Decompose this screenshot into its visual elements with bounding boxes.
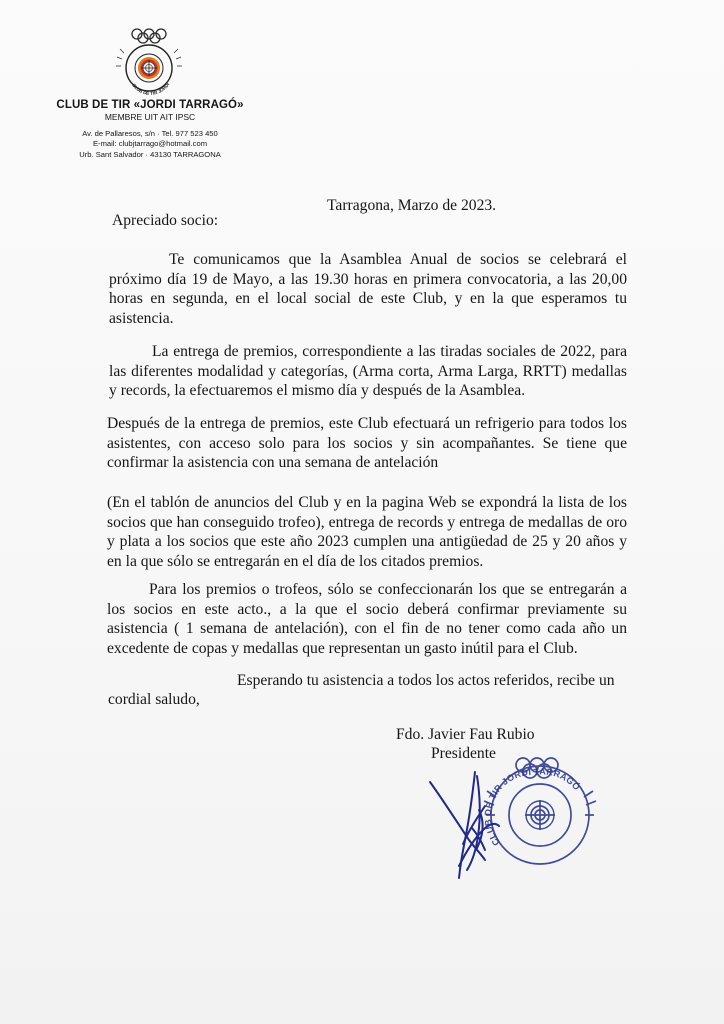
paragraph-notice-board: (En el tablón de anuncios del Club y en la pagina Web se expondrá la lista de los socios que han conseguido trofeo), entrega de records y entrega de medallas de oro y plata a los socios que este año 2023 cumplen una antigüedad de 25 y 20 años y en la que sólo se entregarán en el día de los citados premios. (107, 494, 627, 570)
letter-greeting: Apreciado socio: (112, 212, 219, 229)
club-membership: MEMBRE UIT AIT IPSC (104, 112, 196, 122)
closing-salutation: cordial saludo, (108, 691, 200, 708)
club-seal-icon (112, 25, 188, 95)
paragraph-trophies: Para los premios o trofeos, sólo se confeccionarán los que se entregarán a los socios en este acto., a la que el socio deberá confirmar previamente su asistencia ( 1 semana de antelación), con el fin de no tener como cada año un excedente de copas y medallas que representan un gasto inútil para el Club. (107, 581, 627, 657)
email-line: E-mail: clubjtarrago@hotmail.com (92, 139, 208, 149)
address-line: Urb. Sant Salvador · 43130 TARRAGONA (79, 149, 221, 159)
signatory-role: Presidente (431, 745, 496, 762)
seal-text: CLUB DE TIR JORDI (131, 81, 171, 95)
paragraph-assembly: Te comunicamos que la Asamblea Anual de socios se celebrará el próximo día 19 de Mayo, a las 19.30 horas en primera convocatoria, a las 20,00 horas en segunda, en el local social de este Club, y en la que esperamos tu asistencia. (109, 251, 627, 327)
signatory-name: Fdo. Javier Fau Rubio (396, 726, 535, 743)
paragraph-refreshment: Después de la entrega de premios, este Club efectuará un refrigerio para todos los asistentes, con acceso solo para los socios y sin acompañantes. Se tiene que confirmar la asistencia con una semana de antelación (107, 415, 627, 472)
letter-date: Tarragona, Marzo de 2023. (327, 197, 497, 214)
handwritten-signature-icon (425, 770, 515, 880)
club-address (30, 129, 270, 160)
stamp-text: CLUB DE TIR JORDI TARRAGÓ (482, 766, 583, 848)
paragraph-awards: La entrega de premios, correspondiente a las tiradas sociales de 2022, para las diferentes modalidad y categorías, (Arma corta, Arma Larga, RRTT) medallas y records, la efectuaremos el mismo día y después de la Asamblea. (109, 343, 627, 400)
address-line: Av. de Pallaresos, s/n · Tel. 977 523 450 (82, 129, 218, 138)
letterhead (30, 25, 270, 160)
closing-line: Esperando tu asistencia a todos los actos referidos, recibe un (237, 672, 615, 689)
club-name: CLUB DE TIR «JORDI TARRAGÓ» (56, 99, 244, 111)
